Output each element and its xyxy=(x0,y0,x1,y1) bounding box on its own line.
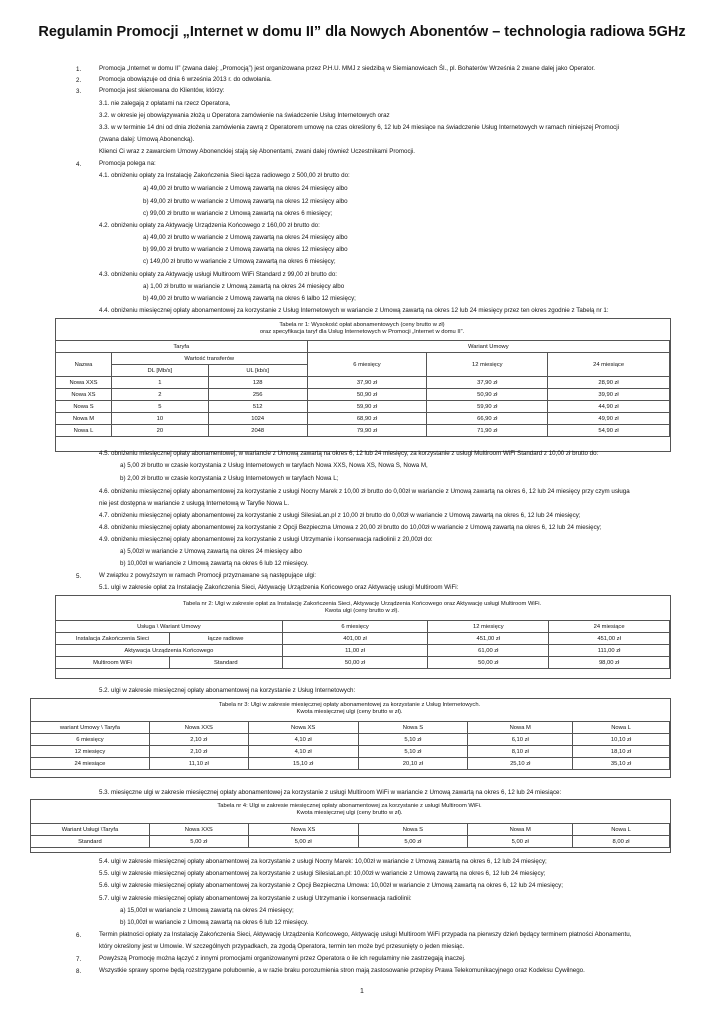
cell: 12 miesięcy xyxy=(31,746,150,758)
paragraph: Promocja „Internet w domu II” (zwana dalej: „Promocją”) jest organizowana przez P.H.U. MMJ z siedzibą w Siemianowicach Śl., pl. Bohaterów Września 2 zwane dalej jako Operator. xyxy=(99,65,596,72)
cell: 10,10 zł xyxy=(573,734,670,746)
paragraph: Wszystkie sprawy sporne będą rozstrzygane polubownie, a w razie braku porozumienia stron mają zastosowanie przepisy Prawa Telekomunikacyjnego oraz Kodeksu Cywilnego. xyxy=(99,967,585,974)
table-4-caption xyxy=(30,803,669,817)
cell: 98,00 zł xyxy=(549,657,670,669)
cell: 6 miesięcy xyxy=(31,734,150,746)
paragraph: 4.5. obniżeniu miesięcznej opłaty abonamentowej, w wariancie z Umową zawartą na okres 6, 12 lub 24 miesięcy, za korzystanie z usługi Multiroom WiFi Standard z 10,00 zł brutto do: xyxy=(99,450,599,457)
cell: 24 miesiące xyxy=(31,758,150,770)
paragraph: 5.3. miesięczne ulgi w zakresie miesięcznej opłaty abonamentowej za korzystanie z usługi Multiroom WiFi w wariancie z Umową zawartą na okres 6, 12 lub 24 miesiące: xyxy=(99,789,562,796)
cell: 59,90 zł xyxy=(427,401,548,413)
cell: 5,10 zł xyxy=(358,734,468,746)
cell: 39,90 zł xyxy=(548,389,670,401)
caption-line: oraz specyfikacja taryf dla Usług Internetowych w Promocji „Internet w domu II”. xyxy=(259,329,465,335)
paragraph: 4.2. obniżeniu opłaty za Aktywację Urządzenia Końcowego z 160,00 zł brutto do: xyxy=(99,222,320,229)
table-row xyxy=(56,413,670,425)
cell: 5,00 zł xyxy=(468,836,573,848)
header-taryfa: Taryfa xyxy=(56,341,308,353)
cell: Aktywacja Urządzenia Końcowego xyxy=(56,645,283,657)
paragraph: 4.1. obniżeniu opłaty za Instalację Zakończenia Sieci łącza radiowego z 500,00 zł brutto do: xyxy=(99,172,350,179)
header-12m: 12 miesięcy xyxy=(428,621,549,633)
cell: Instalacja Zakończenia Sieci xyxy=(56,633,170,645)
table-row xyxy=(31,746,670,758)
paragraph: 5.6. ulgi w zakresie miesięcznej opłaty abonamentowej za korzystanie z Opcji Bezpieczna Umowa: 10,00zł w wariancie z Umową zawartą na okres 6, 12 lub 24 miesięcy; xyxy=(99,882,563,889)
cell: 71,90 zł xyxy=(427,425,548,437)
item-number: 7. xyxy=(76,956,82,963)
cell: 5,10 zł xyxy=(358,746,468,758)
cell: 66,90 zł xyxy=(427,413,548,425)
cell: Nowa M xyxy=(56,413,112,425)
cell: 1024 xyxy=(208,413,307,425)
cell: 5,00 zł xyxy=(149,836,248,848)
cell: 61,00 zł xyxy=(428,645,549,657)
paragraph: W związku z powyższym w ramach Promocji przyznawane są następujące ulgi: xyxy=(99,572,316,579)
cell: Multiroom WiFi xyxy=(56,657,170,669)
cell: 28,90 zł xyxy=(548,377,670,389)
cell: 50,90 zł xyxy=(307,389,427,401)
paragraph: Termin płatności opłaty za Instalację Zakończenia Sieci, Aktywację Urządzenia Końcowego, Aktywację usługi Multiroom WiFi przypada na pierwszy dzień będący terminem płatności Abonamentu, xyxy=(99,931,632,938)
cell: 50,00 zł xyxy=(428,657,549,669)
cell: 111,00 zł xyxy=(549,645,670,657)
paragraph: b) 10,00zł w wariancie z Umową zawartą na okres 6 lub 12 miesięcy. xyxy=(120,919,309,926)
header-cell: Nowa L xyxy=(573,722,670,734)
item-number: 3. xyxy=(76,88,82,95)
header-12m: 12 miesięcy xyxy=(427,353,548,377)
cell: 20 xyxy=(111,425,208,437)
cell: 54,90 zł xyxy=(548,425,670,437)
paragraph: 4.9. obniżeniu miesięcznej opłaty abonamentowej za korzystanie z usługi Utrzymanie i konserwacja radiolinii z 20,00zł do: xyxy=(99,536,433,543)
paragraph: 3.1. nie zalegają z opłatami na rzecz Operatora, xyxy=(99,100,231,107)
header-dl: DL [Mb/s] xyxy=(111,365,208,377)
cell: 15,10 zł xyxy=(248,758,358,770)
cell: 25,10 zł xyxy=(468,758,573,770)
table-2 xyxy=(55,620,670,669)
header-usluga: Usługa \ Wariant Umowy xyxy=(56,621,283,633)
cell: Nowa XS xyxy=(56,389,112,401)
cell: Nowa XXS xyxy=(56,377,112,389)
paragraph: a) 5,00zł w wariancie z Umową zawartą na okres 24 miesięcy albo xyxy=(120,548,302,555)
cell: 11,10 zł xyxy=(149,758,248,770)
cell: 59,90 zł xyxy=(307,401,427,413)
header-cell: Nowa XS xyxy=(248,722,358,734)
header-24m: 24 miesiące xyxy=(549,621,670,633)
item-number: 8. xyxy=(76,968,82,975)
item-number: 6. xyxy=(76,932,82,939)
cell: 37,90 zł xyxy=(427,377,548,389)
cell: Nowa S xyxy=(56,401,112,413)
paragraph: nie jest dostępna w wariancie z usługą Internetową w Taryfie Nowa L. xyxy=(99,500,290,507)
header-cell: Wariant Usługi \Taryfa xyxy=(31,824,150,836)
cell: 6,10 zł xyxy=(468,734,573,746)
table-3-caption xyxy=(30,702,669,716)
table-row xyxy=(31,734,670,746)
cell: 5 xyxy=(111,401,208,413)
paragraph: c) 99,00 zł brutto w wariancie z Umową zawartą na okres 6 miesięcy; xyxy=(143,210,333,217)
paragraph: Promocja jest skierowana do Klientów, którzy: xyxy=(99,87,225,94)
cell: 451,00 zł xyxy=(549,633,670,645)
cell: 37,90 zł xyxy=(307,377,427,389)
caption-line: Tabela nr 4: Ulgi w zakresie miesięcznej opłaty abonamentowej za korzystanie z usługi Multiroom WiFi. xyxy=(217,803,482,809)
paragraph: 4.4. obniżeniu miesięcznej opłaty abonamentowej za korzystanie z Usług Internetowych w wariancie z Umową zawartą na okres 12 lub 24 miesięcy przez ten okres zgodnie z Tabelą nr 1: xyxy=(99,307,609,314)
caption-line: Tabela nr 3: Ulgi w zakresie miesięcznej opłaty abonamentowej za korzystanie z Usług Internetowych. xyxy=(218,702,481,708)
table-row xyxy=(56,425,670,437)
item-number: 4. xyxy=(76,161,82,168)
header-cell: Nowa S xyxy=(358,824,468,836)
paragraph: Promocja polega na: xyxy=(99,160,156,167)
paragraph: 3.2. w okresie jej obowiązywania złożą u Operatora zamówienie na świadczenie Usług Internetowych oraz xyxy=(99,112,390,119)
cell: 20,10 zł xyxy=(358,758,468,770)
table-row xyxy=(56,377,670,389)
paragraph: 3.3. w w terminie 14 dni od dnia złożenia zamówienia zawrą z Operatorem umowę na czas określony 6, 12 lub 24 miesiące na świadczenie Usług Internetowych w ramach niniejszej Promocji xyxy=(99,124,619,131)
table-row xyxy=(56,389,670,401)
cell: 2048 xyxy=(208,425,307,437)
cell: 8,00 zł xyxy=(573,836,670,848)
paragraph: a) 49,00 zł brutto w wariancie z Umową zawartą na okres 24 miesięcy albo xyxy=(143,234,348,241)
header-6m: 6 miesięcy xyxy=(307,353,427,377)
cell: 2 xyxy=(111,389,208,401)
paragraph: b) 2,00 zł brutto w czasie korzystania z Usług Internetowych w taryfach Nowa L; xyxy=(120,475,339,482)
item-number: 5. xyxy=(76,573,82,580)
header-nazwa: Nazwa xyxy=(56,353,112,377)
paragraph: 5.5. ulgi w zakresie miesięcznej opłaty abonamentowej za korzystanie z usługi SilesiaLan.pl: 10,00zł w wariancie z Umową zawartą na okres 6, 12 lub 24 miesięcy; xyxy=(99,870,546,877)
paragraph: 4.3. obniżeniu opłaty za Aktywację usługi Multiroom WiFi Standard z 99,00 zł brutto do: xyxy=(99,271,337,278)
cell: 4,10 zł xyxy=(248,734,358,746)
caption-line: Kwota ulgi (ceny brutto w zł). xyxy=(324,608,400,614)
cell: 44,90 zł xyxy=(548,401,670,413)
caption-line: Kwota miesięcznej ulgi (ceny brutto w zł). xyxy=(296,810,403,816)
cell: 10 xyxy=(111,413,208,425)
cell: Nowa L xyxy=(56,425,112,437)
table-row xyxy=(31,836,670,848)
cell: 8,10 zł xyxy=(468,746,573,758)
paragraph: który określony jest w Umowie. W szczególnych przypadkach, za zgodą Operatora, termin ten może być przesunięty o jeden miesiąc. xyxy=(99,943,465,950)
paragraph: a) 15,00zł w wariancie z Umową zawartą na okres 24 miesięcy; xyxy=(120,907,294,914)
caption-line: Tabela nr 1: Wysokość opłat abonamentowych (ceny brutto w zł) xyxy=(279,322,445,328)
paragraph: 4.8. obniżeniu miesięcznej opłaty abonamentowej za korzystanie z Opcji Bezpieczna Umowa z 20,00 zł brutto do 10,00zł w wariancie z Umową zawartą na okres 6, 12 lub 24 miesięcy; xyxy=(99,524,602,531)
header-cell: Nowa XS xyxy=(248,824,358,836)
paragraph: a) 1,00 zł brutto w wariancie z Umową zawartą na okres 24 miesięcy albo xyxy=(143,283,345,290)
paragraph: 5.4. ulgi w zakresie miesięcznej opłaty abonamentowej za korzystanie z usługi Nocny Marek: 10,00zł w wariancie z Umową zawartą na okres 6, 12 lub 24 miesięcy; xyxy=(99,858,547,865)
header-cell: Nowa XXS xyxy=(149,722,248,734)
paragraph: 4.7. obniżeniu miesięcznej opłaty abonamentowej za korzystanie z usługi SilesiaLan.pl z 10,00 zł brutto do 0,00zł w wariancie z Umową zawartą na okres 6, 12 lub 24 miesięcy; xyxy=(99,512,581,519)
cell: Standard xyxy=(169,657,282,669)
paragraph: 5.7. ulgi w zakresie miesięcznej opłaty abonamentowej za korzystanie z usługi Utrzymanie i konserwacja radiolinii: xyxy=(99,895,412,902)
cell: 2,10 zł xyxy=(149,746,248,758)
cell: 1 xyxy=(111,377,208,389)
paragraph: 5.2. ulgi w zakresie miesięcznej opłaty abonamentowej na korzystanie z Usług Internetowych: xyxy=(99,687,356,694)
table-row xyxy=(31,758,670,770)
paragraph: a) 5,00 zł brutto w czasie korzystania z Usług Internetowych w taryfach Nowa XXS, Nowa XS, Nowa S, Nowa M, xyxy=(120,462,428,469)
header-wariant: Wariant Umowy xyxy=(307,341,669,353)
cell: 11,00 zł xyxy=(282,645,428,657)
header-transfer: Wartość transferów xyxy=(111,353,307,365)
table-4 xyxy=(30,823,670,848)
paragraph: b) 99,00 zł brutto w wariancie z Umową zawartą na okres 12 miesięcy albo xyxy=(143,246,348,253)
header-cell: Nowa M xyxy=(468,722,573,734)
paragraph: b) 49,00 zł brutto w wariancie z Umową zawartą na okres 12 miesięcy albo xyxy=(143,198,348,205)
paragraph: (zwana dalej: Umową Abonencką). xyxy=(99,136,195,143)
cell: 512 xyxy=(208,401,307,413)
paragraph: 5.1. ulgi w zakresie opłat za Instalację Zakończenia Sieci, Aktywację Urządzenia Końcowego oraz Aktywację usługi Multiroom WiFi: xyxy=(99,584,459,591)
table-1-caption xyxy=(55,322,669,336)
cell: 68,90 zł xyxy=(307,413,427,425)
cell: 50,90 zł xyxy=(427,389,548,401)
caption-line: Tabela nr 2: Ulgi w zakresie opłat za Instalację Zakończenia Sieci, Aktywację Urządzenia Końcowego oraz Aktywację usługi Multiroom WiFi. xyxy=(182,601,542,607)
header-cell: Nowa S xyxy=(358,722,468,734)
cell: 35,10 zł xyxy=(573,758,670,770)
cell: 79,90 zł xyxy=(307,425,427,437)
paragraph: a) 49,00 zł brutto w wariancie z Umową zawartą na okres 24 miesięcy albo xyxy=(143,185,348,192)
table-row xyxy=(56,401,670,413)
page-number: 1 xyxy=(360,988,364,995)
table-row xyxy=(56,645,670,657)
table-2-caption xyxy=(55,601,669,615)
cell: 401,00 zł xyxy=(282,633,428,645)
header-cell: Nowa M xyxy=(468,824,573,836)
cell: 49,90 zł xyxy=(548,413,670,425)
cell: 5,00 zł xyxy=(358,836,468,848)
paragraph: b) 49,00 zł brutto w wariancie z Umową zawartą na okres 6 lalbo 12 miesięcy; xyxy=(143,295,356,302)
cell: 128 xyxy=(208,377,307,389)
caption-line: Kwota miesięcznej ulgi (ceny brutto w zł). xyxy=(296,709,403,715)
cell: 50,00 zł xyxy=(282,657,428,669)
cell: 4,10 zł xyxy=(248,746,358,758)
header-6m: 6 miesięcy xyxy=(282,621,428,633)
cell: 451,00 zł xyxy=(428,633,549,645)
paragraph: Powyższą Promocję można łączyć z innymi promocjami organizowanymi przez Operatora o ile ich regulaminy nie zastrzegają inaczej. xyxy=(99,955,466,962)
table-3 xyxy=(30,721,670,770)
cell: łącze radiowe xyxy=(169,633,282,645)
paragraph: b) 10,00zł w wariancie z Umową zawartą na okres 6 lub 12 miesięcy. xyxy=(120,560,309,567)
table-1 xyxy=(55,340,670,437)
paragraph: Klienci Ci wraz z zawarciem Umowy Abonenckiej stają się Abonentami, zwani dalej również Uczestnikami Promocji. xyxy=(99,148,416,155)
cell: 18,10 zł xyxy=(573,746,670,758)
header-ul: UL [kb/s] xyxy=(208,365,307,377)
paragraph: 4.6. obniżeniu miesięcznej opłaty abonamentowej za korzystanie z usługi Nocny Marek z 10,00 zł brutto do 0,00zł w wariancie z Umową zawartą na okres 6, 12 lub 24 miesięcy przy czym usługa xyxy=(99,488,630,495)
header-cell: Nowa L xyxy=(573,824,670,836)
item-number: 2. xyxy=(76,77,82,84)
item-number: 1. xyxy=(76,66,82,73)
table-row xyxy=(56,657,670,669)
header-24m: 24 miesiące xyxy=(548,353,670,377)
header-cell: Nowa XXS xyxy=(149,824,248,836)
document-title: Regulamin Promocji „Internet w domu II” dla Nowych Abonentów – technologia radiowa 5GHz xyxy=(38,24,686,40)
header-cell: wariant Umowy \ Taryfa xyxy=(31,722,150,734)
paragraph: Promocja obowiązuje od dnia 6 września 2013 r. do odwołania. xyxy=(99,76,272,83)
cell: 256 xyxy=(208,389,307,401)
paragraph: c) 149,00 zł brutto w wariancie z Umową zawartą na okres 6 miesięcy; xyxy=(143,258,336,265)
cell: 5,00 zł xyxy=(248,836,358,848)
table-row xyxy=(56,633,670,645)
cell: 2,10 zł xyxy=(149,734,248,746)
cell: Standard xyxy=(31,836,150,848)
